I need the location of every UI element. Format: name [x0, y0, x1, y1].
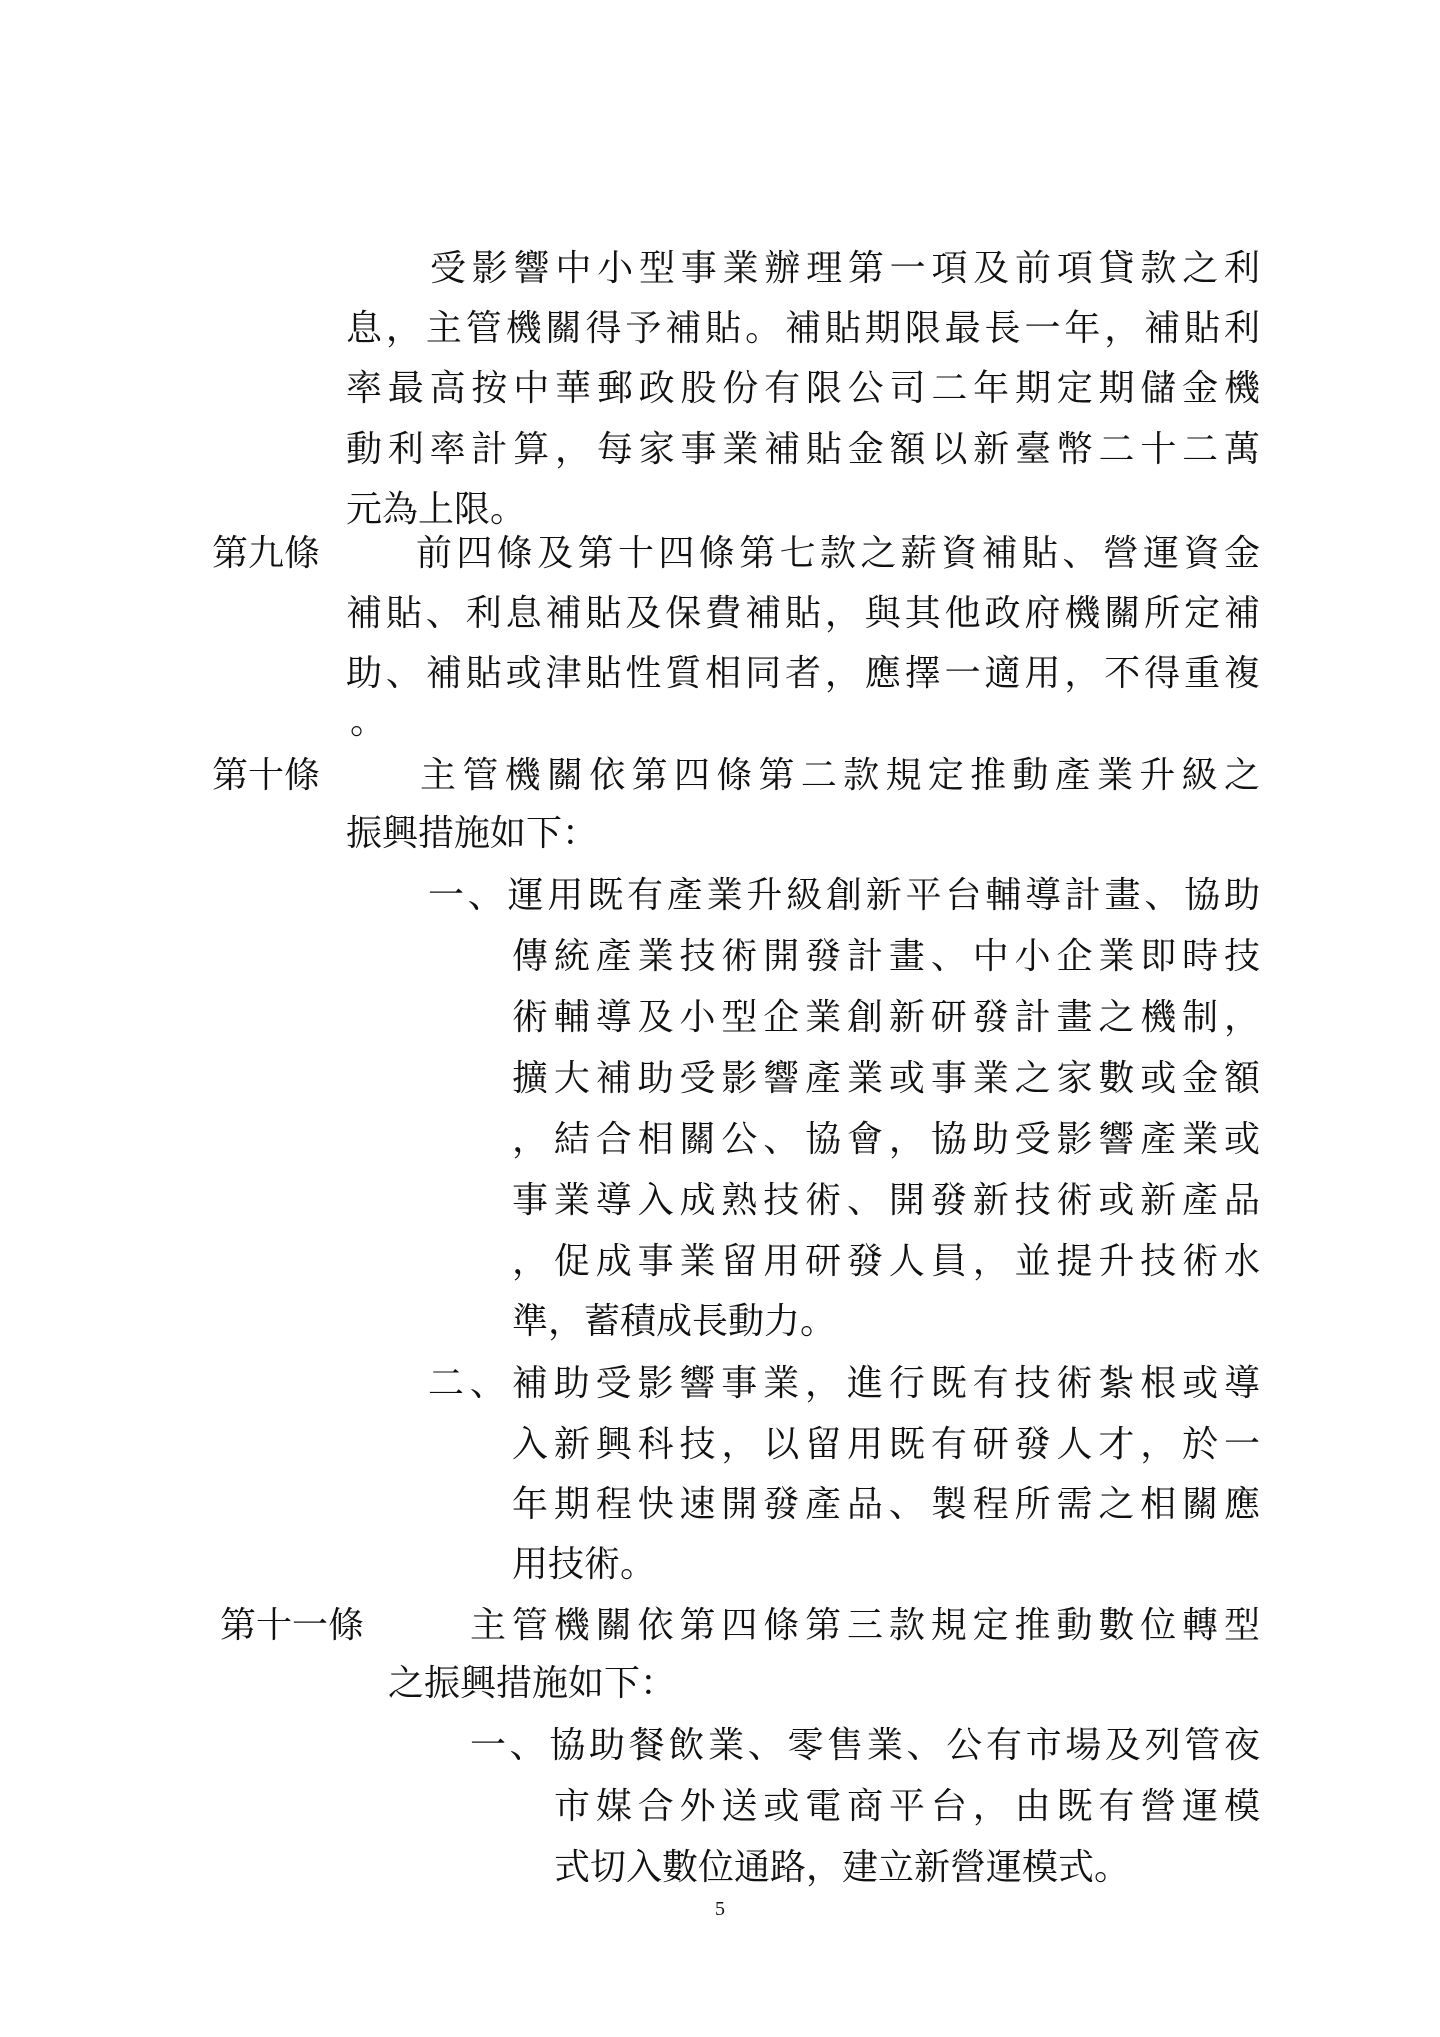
article-11-item-1-line-1: 一、協助餐飲業、零售業、公有市場及列管夜 [470, 1725, 1260, 1766]
intro-line-5: 元為上限。 [346, 489, 527, 530]
article-10-item-2-line-4: 用技術。 [512, 1544, 657, 1585]
article-10-heading: 第十條 [212, 755, 321, 796]
article-10-item-1-line-6: 事業導入成熟技術、開發新技術或新產品 [512, 1180, 1260, 1221]
article-10-item-1-line-4: 擴大補助受影響產業或事業之家數或金額 [512, 1058, 1260, 1099]
article-10-item-1-line-7: ，促成事業留用研發人員，並提升技術水 [512, 1241, 1260, 1282]
article-9-line-3: 助、補貼或津貼性質相同者，應擇一適用，不得重複 [346, 653, 1260, 694]
article-9-line-4: 。 [350, 701, 387, 742]
intro-line-1: 受影響中小型事業辦理第一項及前項貸款之利 [430, 248, 1260, 289]
intro-line-2: 息，主管機關得予補貼。補貼期限最長一年，補貼利 [346, 308, 1260, 349]
page-number: 5 [715, 1898, 725, 1920]
article-10-item-1-line-1: 一、運用既有產業升級創新平台輔導計畫、協助 [428, 875, 1260, 916]
intro-line-4: 動利率計算，每家事業補貼金額以新臺幣二十二萬 [346, 429, 1260, 470]
article-10-item-1-line-5: ，結合相關公、協會，協助受影響產業或 [512, 1119, 1260, 1160]
article-9-line-1: 前四條及第十四條第七款之薪資補貼、營運資金 [416, 533, 1260, 574]
article-10-item-2-line-2: 入新興科技，以留用既有研發人才，於一 [512, 1424, 1260, 1465]
article-11-heading: 第十一條 [220, 1605, 365, 1646]
article-11-item-1-line-3: 式切入數位通路，建立新營運模式。 [554, 1847, 1131, 1888]
article-10-item-1-line-8: 準，蓄積成長動力。 [512, 1301, 837, 1342]
article-10-item-1-line-3: 術輔導及小型企業創新研發計畫之機制， [512, 997, 1260, 1038]
article-11-item-1-line-2: 市媒合外送或電商平台，由既有營運模 [554, 1786, 1260, 1827]
article-10-line-1: 主管機關依第四條第二款規定推動產業升級之 [420, 755, 1260, 796]
article-10-item-2-line-1: 二、補助受影響事業，進行既有技術紮根或導 [428, 1363, 1260, 1404]
article-10-line-2: 振興措施如下： [346, 813, 599, 854]
article-11-line-2: 之振興措施如下： [388, 1663, 677, 1704]
intro-line-3: 率最高按中華郵政股份有限公司二年期定期儲金機 [346, 368, 1260, 409]
article-10-item-1-line-2: 傳統產業技術開發計畫、中小企業即時技 [512, 936, 1260, 977]
article-9-line-2: 補貼、利息補貼及保費補貼，與其他政府機關所定補 [346, 593, 1260, 634]
article-11-line-1: 主管機關依第四條第三款規定推動數位轉型 [470, 1605, 1260, 1646]
article-9-heading: 第九條 [212, 533, 321, 574]
article-10-item-2-line-3: 年期程快速開發產品、製程所需之相關應 [512, 1484, 1260, 1525]
